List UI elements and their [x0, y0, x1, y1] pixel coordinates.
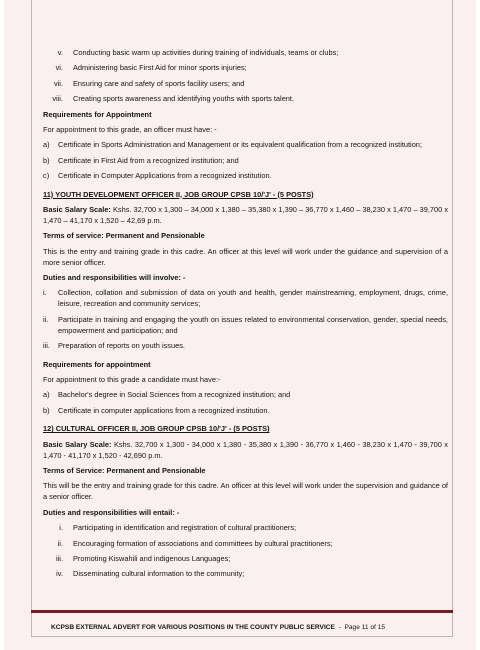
document-page [4, 0, 476, 650]
list-number: b) [43, 405, 50, 415]
list-text: Ensuring care and safety of sports facility users; and [73, 78, 245, 88]
list-text: Participating in identification and registration of cultural practitioners; [73, 523, 297, 533]
terms-heading: Terms of service: Permanent and Pensionable [43, 231, 205, 241]
salary-scale [43, 439, 448, 461]
list-item [43, 389, 448, 400]
requirements-heading: Requirements for Appointment [43, 109, 152, 119]
list-text: Certificate in Computer Applications from a recognized institution. [58, 171, 272, 181]
page-number: Page 11 of 15 [344, 624, 386, 631]
page-footer [51, 624, 441, 631]
terms-text: This will be the entry and training grade for this cadre. An officer at this level will work under the supervision and guidance of a senior officer. [43, 481, 448, 502]
list-text: Certificate in computer applications from a recognized institution. [58, 405, 270, 415]
list-item [43, 405, 448, 416]
list-text: Collection, collation and submission of data on youth and health, gender mainstreaming, employment, drugs, crime, leisure, recreation and community services; [58, 288, 448, 309]
list-text: Certificate in Sports Administration and Management or its equivalent qualification from a recognized institution; [58, 140, 422, 150]
page-border-left [31, 0, 32, 637]
list-item [43, 287, 448, 309]
list-text: Preparation of reports on youth issues. [58, 341, 185, 351]
list-item [43, 47, 448, 58]
duties-heading: Duties and responsibilities will entail: - [43, 507, 180, 517]
list-number: ii. [43, 314, 49, 324]
section-title: 11) YOUTH DEVELOPMENT OFFICER II, JOB GROUP CPSB 10/'J' - (5 POSTS) [43, 189, 314, 199]
salary-text: Kshs. 32,700 x 1,300 - 34,000 x 1,380 - 35,380 x 1,390 - 36,770 x 1,460 - 38,230 x 1,470 - 39,700 x 1,470 - 41,170 x 1,520 - 42,690 p.m. [43, 439, 448, 460]
list-item [43, 340, 448, 351]
list-text: Bachelor's degree in Social Sciences from a recognized institution; and [58, 390, 291, 400]
list-number: c) [43, 171, 50, 181]
list-text: Promoting Kiswahili and indigenous Languages; [73, 553, 231, 563]
list-item [43, 314, 448, 336]
page-border-right [452, 0, 453, 637]
list-item [43, 522, 448, 533]
salary-label: Basic Salary Scale: [43, 204, 111, 214]
list-number: iv. [56, 569, 63, 579]
list-number: ii. [57, 538, 63, 548]
requirements-intro: For appointment to this grade, an officer must have: - [43, 124, 217, 134]
list-text: Participate in training and engaging the youth on issues related to environmental conservation, gender, special needs, empowerment and participation; and [58, 314, 448, 335]
list-item [43, 170, 448, 181]
list-item [43, 93, 448, 104]
footer-rule [31, 610, 453, 613]
list-number: i. [59, 523, 63, 533]
requirements-heading: Requirements for appointment [43, 359, 151, 369]
list-number: vi. [55, 63, 63, 73]
list-number: viii. [52, 94, 63, 104]
requirements-intro: For appointment to this grade a candidate must have:- [43, 375, 221, 385]
list-number: b) [43, 155, 50, 165]
list-number: iii. [43, 341, 50, 351]
list-number: i. [43, 288, 47, 298]
list-text: Conducting basic warm up activities during training of individuals, teams or clubs; [73, 48, 339, 57]
document-body [43, 47, 448, 584]
list-text: Certificate in First Aid from a recognized institution; and [58, 155, 239, 165]
page-border-bottom [31, 636, 453, 637]
list-item [43, 62, 448, 73]
list-number: iii. [56, 553, 63, 563]
terms-heading: Terms of Service: Permanent and Pensionable [43, 465, 206, 475]
list-item [43, 538, 448, 549]
list-number: v. [57, 48, 63, 57]
salary-text: Kshs. 32,700 x 1,300 – 34,000 x 1,380 – 35,380 x 1,390 – 36,770 x 1,460 – 38,230 x 1,470 – 39,700 x 1,470 – 41,170 x 1,520 – 42,69 p.m. [43, 204, 449, 225]
list-text: Disseminating cultural information to the community; [73, 569, 245, 579]
list-number: a) [43, 140, 50, 150]
list-item [43, 568, 448, 579]
footer-text: KCPSB EXTERNAL ADVERT FOR VARIOUS POSITIONS IN THE COUNTY PUBLIC SERVICE [51, 624, 335, 631]
salary-scale [43, 204, 448, 226]
list-item [43, 139, 448, 150]
list-item [43, 78, 448, 89]
terms-text: This is the entry and training grade in this cadre. An officer at this level will work under the guidance and supervision of a more senior officer. [43, 246, 448, 267]
list-number: a) [43, 390, 50, 400]
list-text: Administering basic First Aid for minor sports injuries; [73, 63, 247, 73]
footer-separator: - [338, 624, 341, 631]
list-text: Encouraging formation of associations and committees by cultural practitioners; [73, 538, 333, 548]
list-item [43, 553, 448, 564]
list-item [43, 155, 448, 166]
list-number: vii. [53, 78, 63, 88]
salary-label: Basic Salary Scale: [43, 439, 112, 449]
duties-heading: Duties and responsibilities will involve: - [43, 273, 186, 283]
section-title: 12) CULTURAL OFFICER II, JOB GROUP CPSB 10/'J' - (5 POSTS) [43, 424, 270, 434]
list-text: Creating sports awareness and identifying youths with sports talent. [73, 94, 295, 104]
